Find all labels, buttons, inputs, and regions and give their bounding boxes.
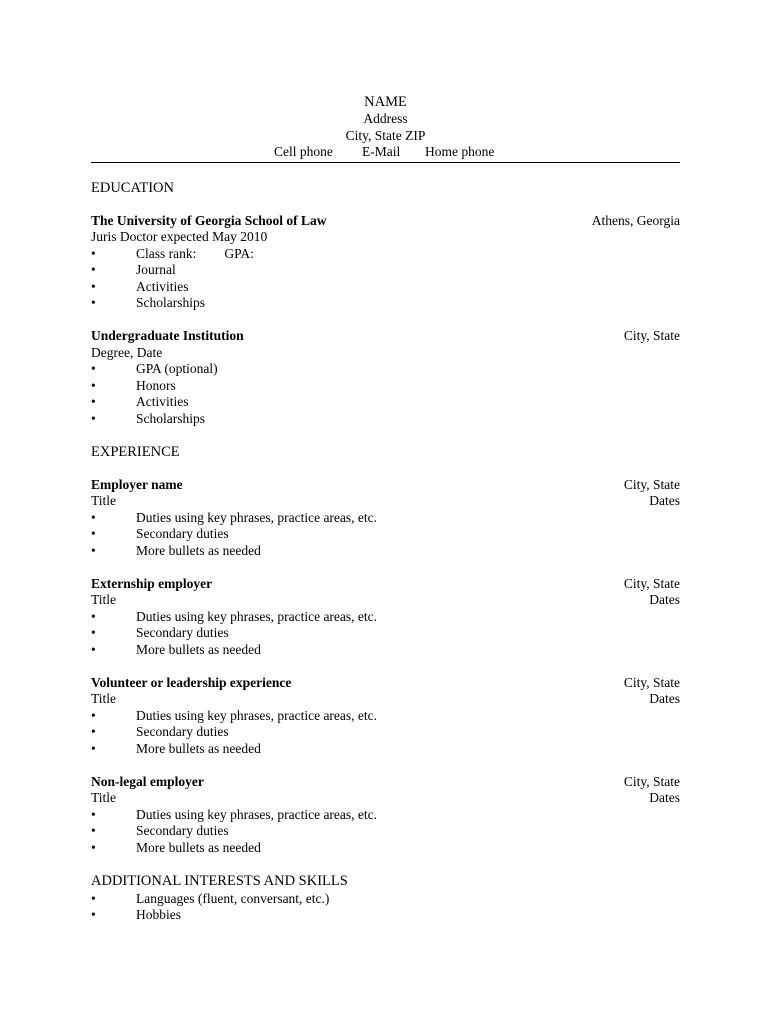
list-item: • Duties using key phrases, practice areas, etc. (91, 608, 378, 624)
list-item: • Secondary duties (91, 526, 229, 541)
location-dates (624, 774, 680, 807)
list-item: • More bullets as needed (91, 641, 261, 657)
bullet-icon: • (91, 361, 96, 376)
address-line: Address (363, 111, 408, 126)
home-phone: Home phone (425, 144, 495, 159)
list-item: • Scholarships (91, 295, 205, 310)
bullet-icon: • (91, 377, 96, 393)
bullet-icon: • (91, 526, 96, 541)
dates: Dates (649, 592, 680, 607)
bullet-list (91, 891, 680, 924)
degree: Degree, Date (91, 344, 163, 360)
bullet-icon: • (91, 907, 96, 922)
bullet-icon: • (91, 608, 96, 624)
list-item: • Activities (91, 278, 189, 294)
employer-name: Non-legal employer (91, 773, 204, 789)
list-item: • Hobbies (91, 907, 181, 922)
location: City, State (623, 674, 680, 690)
list-item: • More bullets as needed (91, 740, 261, 756)
location-dates (624, 477, 680, 510)
bullet-icon: • (91, 806, 96, 822)
bullet-icon: • (91, 641, 96, 657)
list-item: • Secondary duties (91, 823, 229, 838)
bullet-list (91, 510, 680, 560)
list-item: • Honors (91, 377, 176, 393)
cell-phone: Cell phone (274, 144, 333, 159)
job-title: Title (91, 691, 117, 706)
employer-name: Volunteer or leadership experience (91, 674, 292, 690)
experience-entry (91, 477, 680, 560)
bullet-list (91, 609, 680, 659)
list-item: • Activities (91, 394, 189, 409)
list-item: • Duties using key phrases, practice areas, etc. (91, 806, 378, 822)
bullet-icon: • (91, 509, 96, 525)
location: City, State (623, 575, 680, 591)
gpa-label: GPA: (224, 245, 254, 261)
class-rank-label: Class rank: (136, 245, 197, 261)
bullet-icon: • (91, 625, 96, 640)
employer-name: Employer name (91, 476, 183, 492)
dates: Dates (649, 691, 680, 706)
job-title: Title (91, 592, 117, 607)
list-item: • Languages (fluent, conversant, etc.) (91, 890, 330, 906)
education-heading: EDUCATION (91, 179, 174, 196)
resume-header (91, 94, 680, 163)
location: City, State (623, 476, 680, 492)
bullet-icon: • (91, 823, 96, 838)
bullet-list (91, 361, 680, 427)
bullet-list (91, 246, 680, 312)
experience-entry (91, 576, 680, 659)
candidate-name: NAME (364, 94, 407, 110)
list-item: • More bullets as needed (91, 542, 261, 558)
job-title: Title (91, 790, 117, 805)
education-entry-law-school (91, 213, 680, 312)
bullet-icon: • (91, 839, 96, 855)
experience-heading: EXPERIENCE (91, 443, 180, 460)
bullet-icon: • (91, 262, 96, 277)
list-item: • Journal (91, 262, 176, 277)
experience-entry (91, 675, 680, 758)
school-name: The University of Georgia School of Law (91, 212, 327, 228)
school-location: City, State (623, 328, 680, 343)
bullet-icon: • (91, 245, 96, 261)
experience-entry (91, 774, 680, 857)
list-item: • GPA (optional) (91, 361, 218, 376)
bullet-icon: • (91, 890, 96, 906)
bullet-icon: • (91, 724, 96, 739)
location-dates (624, 675, 680, 708)
list-item: • More bullets as needed (91, 839, 261, 855)
location: City, State (623, 773, 680, 789)
city-state-zip-line: City, State ZIP (345, 127, 426, 143)
bullet-icon: • (91, 740, 96, 756)
skills-heading: ADDITIONAL INTERESTS AND SKILLS (91, 872, 348, 889)
bullet-icon: • (91, 410, 96, 426)
school-location: Athens, Georgia (591, 212, 680, 228)
location-dates (624, 576, 680, 609)
education-entry-undergrad (91, 328, 680, 427)
employer-name: Externship employer (91, 575, 213, 591)
list-item: • Scholarships (91, 410, 205, 426)
dates: Dates (649, 790, 680, 805)
contact-line (91, 144, 680, 163)
school-name: Undergraduate Institution (91, 328, 244, 343)
bullet-icon: • (91, 278, 96, 294)
bullet-list (91, 807, 680, 857)
bullet-icon: • (91, 394, 96, 409)
bullet-list (91, 708, 680, 758)
job-title: Title (91, 493, 117, 508)
list-item: • Secondary duties (91, 625, 229, 640)
list-item (91, 246, 680, 263)
bullet-icon: • (91, 707, 96, 723)
list-item: • Duties using key phrases, practice areas, etc. (91, 707, 378, 723)
degree: Juris Doctor expected May 2010 (91, 229, 268, 244)
bullet-icon: • (91, 542, 96, 558)
list-item: • Duties using key phrases, practice areas, etc. (91, 509, 378, 525)
email: E-Mail (362, 144, 401, 159)
resume-page (91, 94, 680, 924)
list-item: • Secondary duties (91, 724, 229, 739)
dates: Dates (649, 493, 680, 508)
bullet-icon: • (91, 295, 96, 310)
